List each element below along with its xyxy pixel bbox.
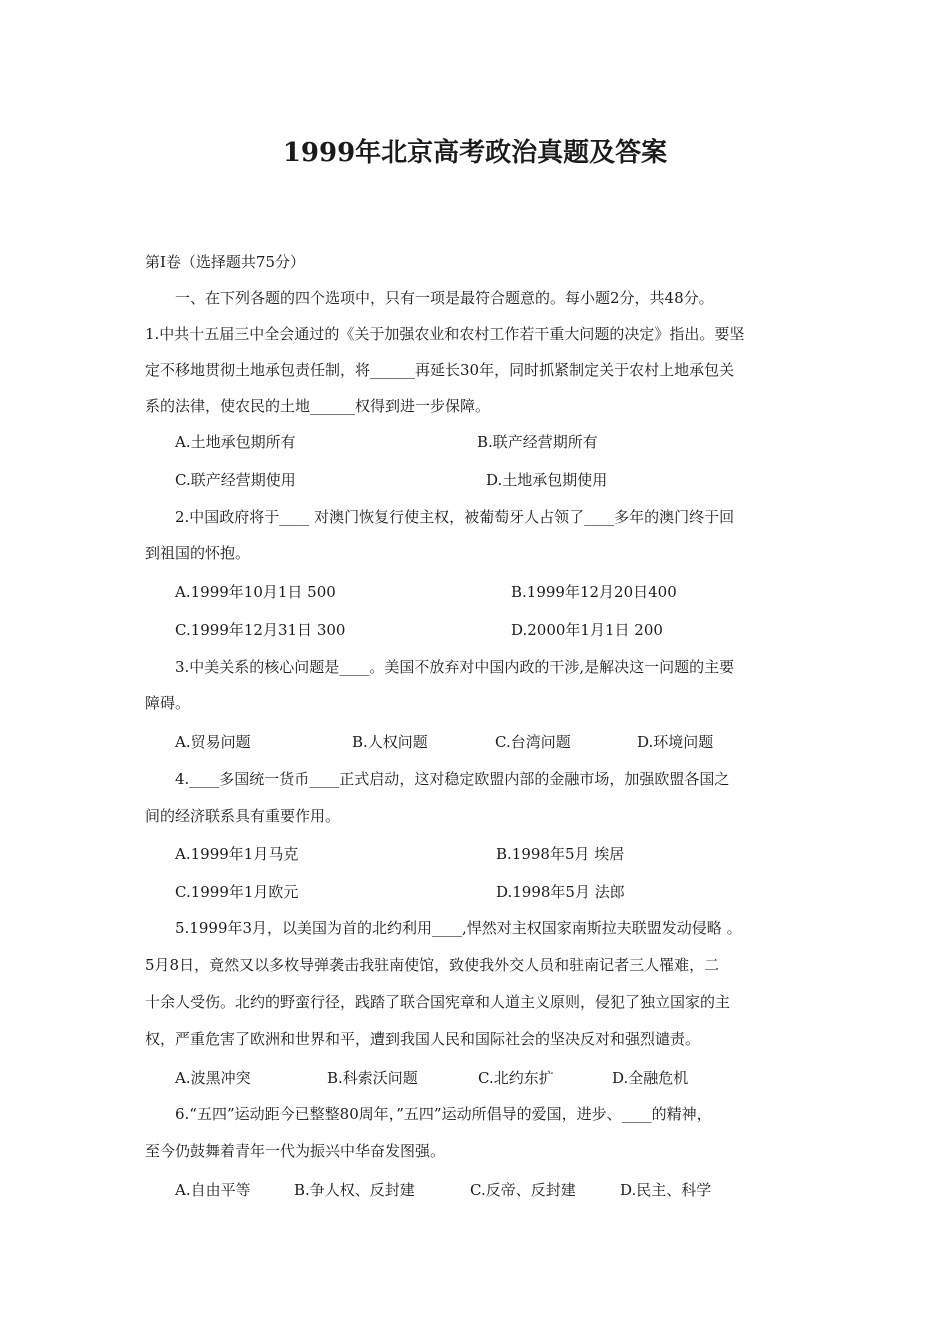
question-1-option-d: D.土地承包期使用 [486, 471, 608, 489]
question-2-option-d: D.2000年1月1日 200 [511, 621, 663, 639]
question-2-option-b: B.1999年12月20日400 [511, 583, 677, 601]
question-2-option-c: C.1999年12月31日 300 [175, 621, 346, 639]
question-3-option-a: A.贸易问题 [175, 733, 251, 751]
question-4-option-a: A.1999年1月马克 [175, 845, 299, 863]
question-3-line-1: 3.中美关系的核心问题是____。美国不放弃对中国内政的干涉,是解决这一问题的主要 [175, 658, 735, 676]
question-1-option-c: C.联产经营期使用 [175, 471, 296, 489]
question-6-option-c: C.反帝、反封建 [470, 1181, 576, 1199]
question-1-line-2: 定不移地贯彻土地承包责任制，将______再延长30年，同时抓紧制定关于农村上地承包关 [145, 361, 735, 379]
question-5-line-1: 5.1999年3月，以美国为首的北约利用____,悍然对主权国家南斯拉夫联盟发动侵略 。 [175, 919, 742, 937]
question-2-option-a: A.1999年10月1日 500 [175, 583, 336, 601]
question-6-line-1: 6.“五四”运动距今已整整80周年，”五四”运动所倡导的爱国，进步、____的精神， [175, 1105, 712, 1123]
question-5-option-d: D.全融危机 [612, 1069, 689, 1087]
instruction-text: 一、在下列各题的四个选项中，只有一项是最符合题意的。每小题2分，共48分。 [175, 289, 714, 307]
question-3-option-d: D.环境问题 [637, 733, 714, 751]
question-4-line-2: 间的经济联系具有重要作用。 [145, 807, 341, 825]
question-6-option-b: B.争人权、反封建 [294, 1181, 415, 1199]
question-5-option-b: B.科索沃问题 [327, 1069, 418, 1087]
question-1-option-b: B.联产经营期所有 [477, 433, 598, 451]
question-4-option-c: C.1999年1月欧元 [175, 883, 299, 901]
question-6-line-2: 至今仍鼓舞着青年一代为振兴中华奋发图强。 [145, 1142, 446, 1160]
question-4-line-1: 4.____多国统一货币____正式启动，这对稳定欧盟内部的金融市场，加强欧盟各国之 [175, 770, 730, 788]
question-1-line-1: 1.中共十五届三中全会通过的《关于加强农业和农村工作若干重大问题的决定》指出。要坚 [145, 325, 745, 343]
page-title: 1999年北京高考政治真题及答案 [282, 138, 668, 168]
question-3-option-c: C.台湾问题 [495, 733, 571, 751]
question-5-option-c: C.北约东扩 [478, 1069, 554, 1087]
question-2-line-2: 到祖国的怀抱。 [145, 544, 251, 562]
section-heading: 第Ⅰ卷（选择题共75分） [145, 253, 306, 271]
question-4-option-d: D.1998年5月 法郎 [496, 883, 625, 901]
question-2-line-1: 2.中国政府将于____ 对澳门恢复行使主权，被葡萄牙人占领了____多年的澳门终于回 [175, 508, 735, 526]
question-5-option-a: A.波黑冲突 [175, 1069, 251, 1087]
question-1-line-3: 系的法律，使农民的土地______权得到进一步保障。 [145, 397, 491, 415]
question-5-line-2: 5月8日，竟然又以多枚导弹袭击我驻南使馆，致使我外交人员和驻南记者三人罹难，二 [145, 956, 720, 974]
question-3-option-b: B.人权问题 [352, 733, 428, 751]
question-6-option-a: A.自由平等 [175, 1181, 251, 1199]
question-5-line-4: 权，严重危害了欧洲和世界和平，遭到我国人民和国际社会的坚决反对和强烈谴责。 [145, 1030, 701, 1048]
question-3-line-2: 障碍。 [145, 694, 191, 712]
question-6-option-d: D.民主、科学 [620, 1181, 712, 1199]
question-1-option-a: A.土地承包期所有 [175, 433, 296, 451]
question-4-option-b: B.1998年5月 埃居 [496, 845, 625, 863]
question-5-line-3: 十余人受伤。北约的野蛮行径，践踏了联合国宪章和人道主义原则，侵犯了独立国家的主 [145, 993, 731, 1011]
